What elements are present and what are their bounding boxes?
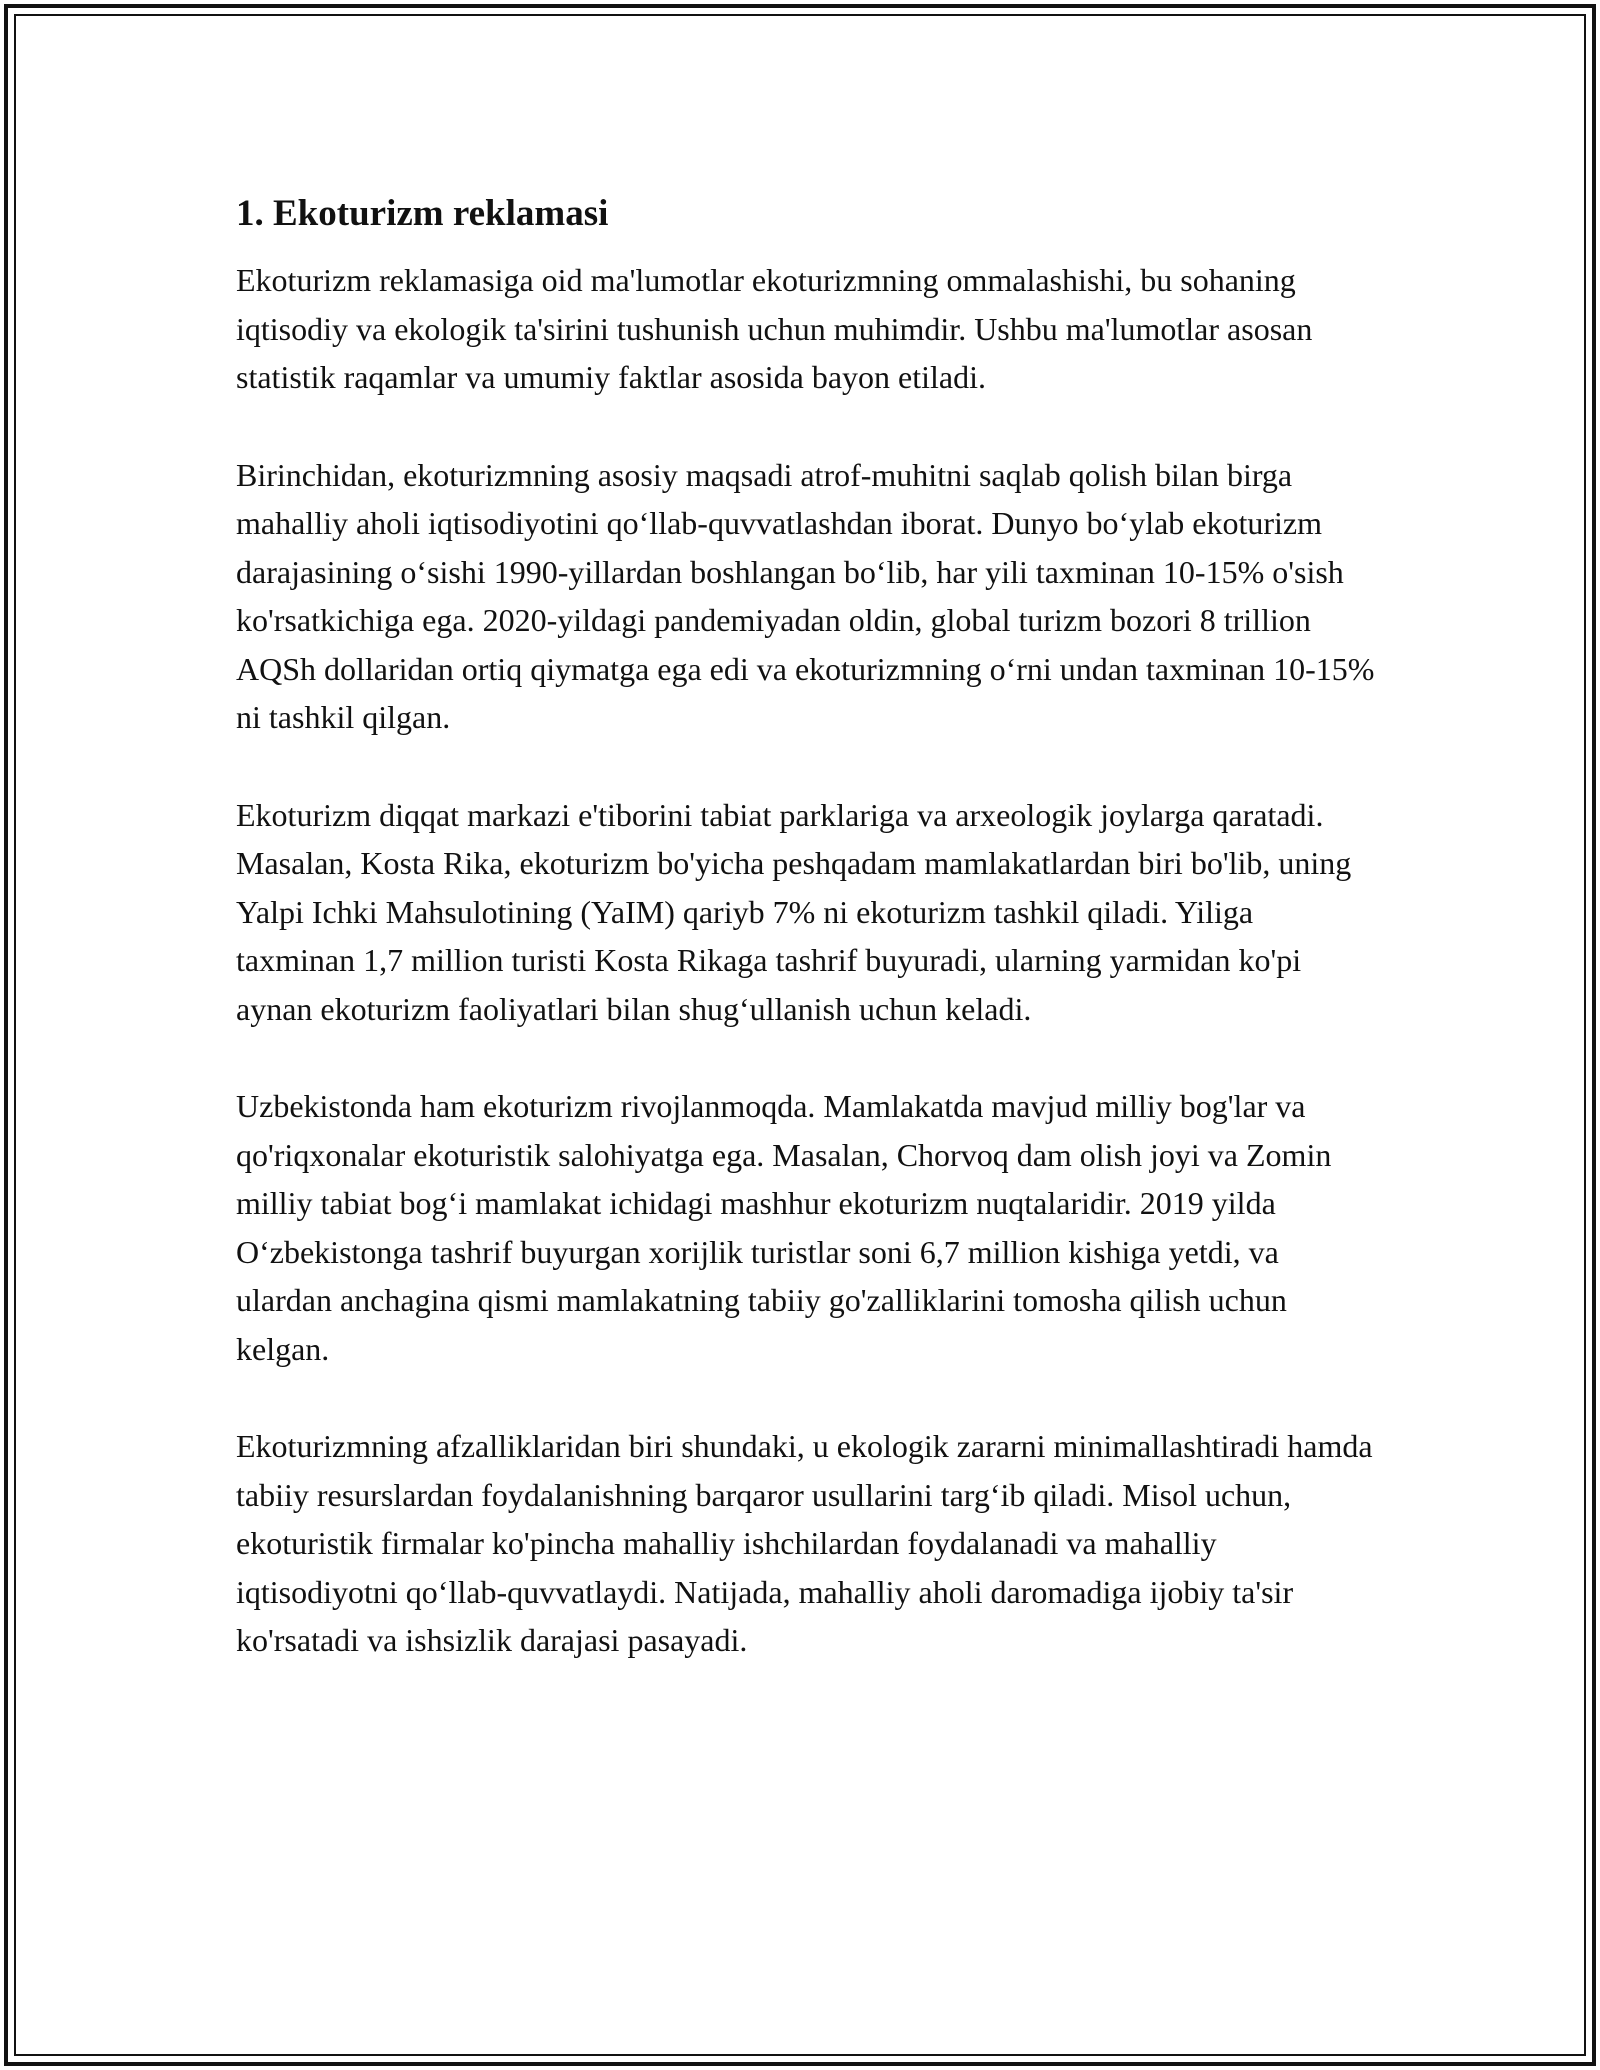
paragraph-intro: Ekoturizm reklamasiga oid ma'lumotlar ekoturizmning ommalashishi, bu sohaning iqtisodiy va ekologik ta'sirini tushunish uchun muhimdir. Ushbu ma'lumotlar asosan statistik raqamlar va umumiy faktlar asosida bayon etiladi. (236, 262, 1313, 395)
paragraph-costa-rica: Ekoturizm diqqat markazi e'tiborini tabiat parklariga va arxeologik joylarga qaratadi. Masalan, Kosta Rika, ekoturizm bo'yicha peshqadam mamlakatlardan biri bo'lib, uning Yalpi Ichki Mahsulotining (YaIM) qariyb 7% ni ekoturizm tashkil qiladi. Yiliga taxminan 1,7 million turisti Kosta Rikaga tashrif buyuradi, ularning yarmidan ko'pi aynan ekoturizm faoliyatlari bilan shug‘ullanish uchun keladi. (236, 796, 1352, 1027)
paragraph-benefits: Ekoturizmning afzalliklaridan biri shundaki, u ekologik zararni minimallashtiradi hamda tabiiy resurslardan foydalanishning barqaror usullarini targ‘ib qiladi. Misol uchun, ekoturistik firmalar ko'pincha mahalliy ishchilardan foydalanadi va mahalliy iqtisodiyotni qo‘llab-quvvatlaydi. Natijada, mahalliy aholi daromadiga ijobiy ta'sir ko'rsatadi va ishsizlik darajasi pasayadi. (236, 1428, 1373, 1658)
paragraph-uzbekistan: Uzbekistonda ham ekoturizm rivojlanmoqda. Mamlakatda mavjud milliy bog'lar va qo'riqxonalar ekoturistik salohiyatga ega. Masalan, Chorvoq dam olish joyi va Zomin milliy tabiat bog‘i mamlakat ichidagi mashhur ekoturizm nuqtalaridir. 2019 yilda O‘zbekistonga tashrif buyurgan xorijlik turistlar soni 6,7 million kishiga yetdi, va ulardan anchagina qismi mamlakatning tabiiy go'zalliklarini tomosha qilish uchun kelgan. (236, 1088, 1332, 1367)
document-body (236, 188, 1376, 1665)
section-heading: 1. Ekoturizm reklamasi (236, 193, 609, 234)
paragraph-global-growth: Birinchidan, ekoturizmning asosiy maqsadi atrof-muhitni saqlab qolish bilan birga mahalliy aholi iqtisodiyotini qo‘llab-quvvatlashdan iborat. Dunyo bo‘ylab ekoturizm darajasining o‘sishi 1990-yillardan boshlangan bo‘lib, har yili taxminan 10-15% o'sish ko'rsatkichiga ega. 2020-yildagi pandemiyadan oldin, global turizm bozori 8 trillion AQSh dollaridan ortiq qiymatga ega edi va ekoturizmning o‘rni undan taxminan 10-15% ni tashkil qilgan. (236, 456, 1375, 735)
